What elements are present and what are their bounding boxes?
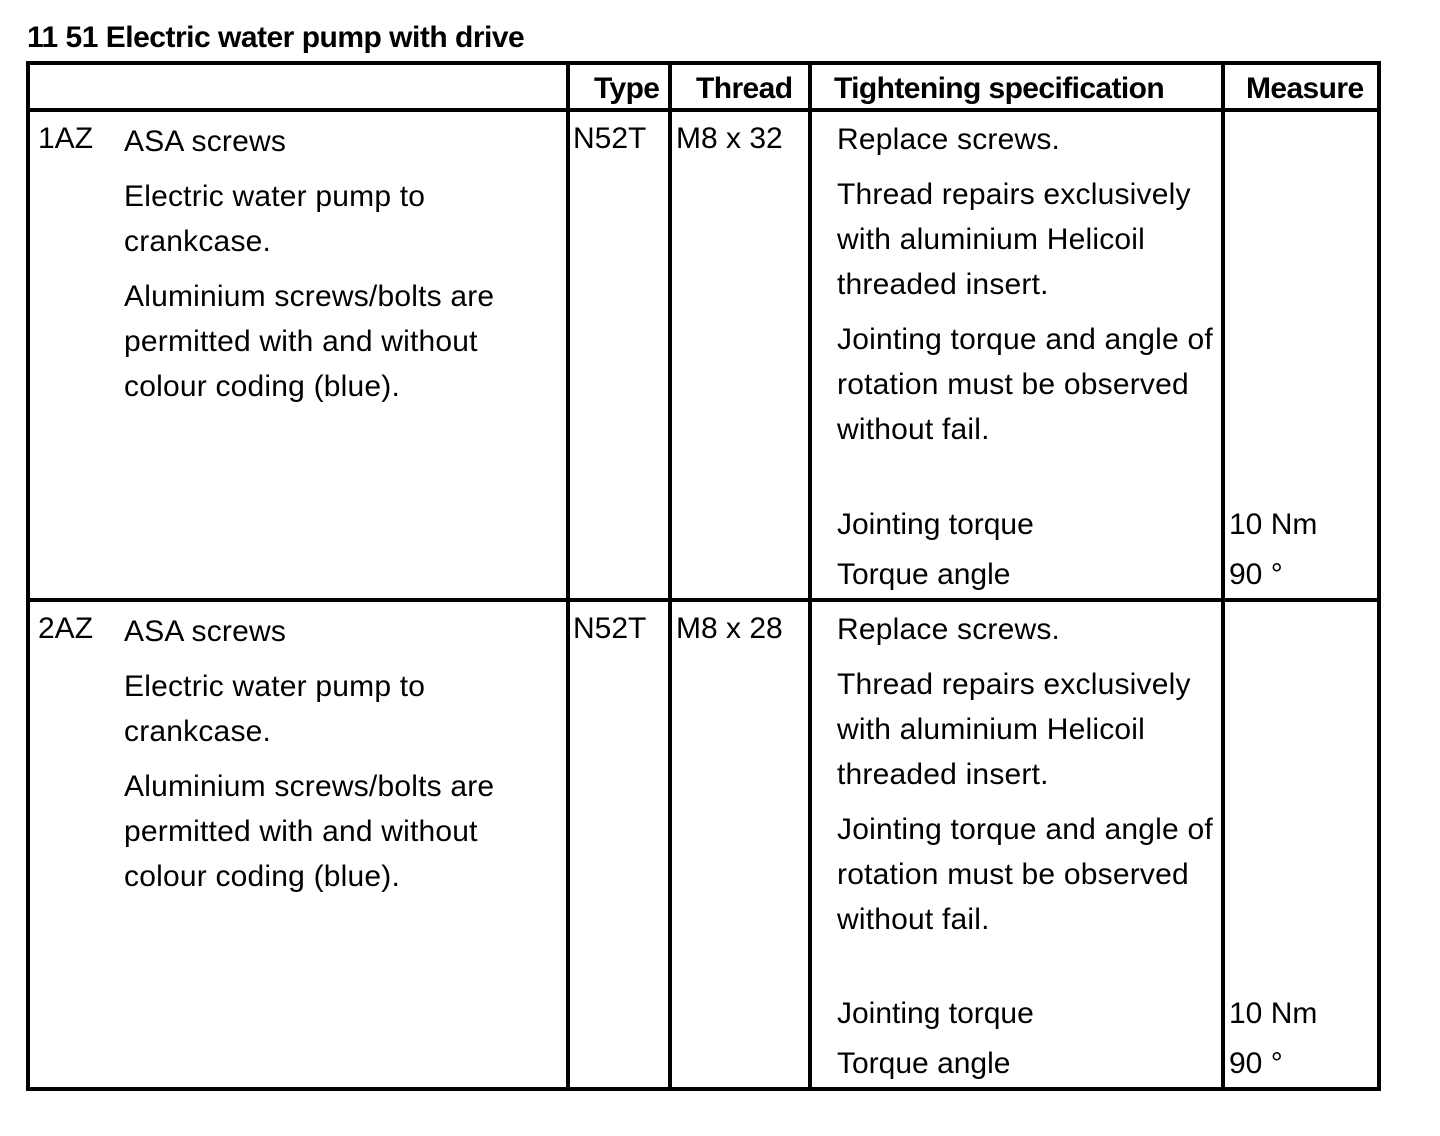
spec-observe: Jointing torque and angle of rotation must be observed without fail.	[837, 323, 1213, 446]
row-thread: M8 x 28	[676, 612, 783, 645]
item-name: ASA screws	[124, 615, 287, 648]
column-divider-thread	[668, 61, 672, 1091]
row-type: N52T	[573, 122, 647, 155]
spec-observe: Jointing torque and angle of rotation must be observed without fail.	[837, 813, 1213, 936]
spec-jointing-torque-label: Jointing torque	[837, 508, 1034, 541]
row-thread: M8 x 32	[676, 122, 783, 155]
spec-torque-angle-label: Torque angle	[837, 558, 1011, 591]
row-type: N52T	[573, 612, 647, 645]
item-name: ASA screws	[124, 125, 287, 158]
page-title: 11 51 Electric water pump with drive	[27, 21, 525, 54]
spec-replace: Replace screws.	[837, 123, 1061, 156]
column-divider-measure	[1221, 61, 1225, 1091]
header-measure: Measure	[1246, 72, 1364, 105]
spec-jointing-torque-value: 10 Nm	[1229, 508, 1318, 541]
row-description	[124, 609, 554, 899]
row-description	[124, 119, 554, 409]
table-border-top	[26, 61, 1381, 65]
item-note: Aluminium screws/bolts are permitted with and without colour coding (blue).	[124, 770, 495, 893]
spec-jointing-torque-value: 10 Nm	[1229, 997, 1318, 1030]
column-divider-spec	[808, 61, 812, 1091]
spec-jointing-torque-label: Jointing torque	[837, 997, 1034, 1030]
spec-torque-angle-value: 90 °	[1229, 558, 1283, 591]
spec-replace: Replace screws.	[837, 613, 1061, 646]
torque-table	[26, 61, 1381, 1091]
row-id: 1AZ	[38, 122, 94, 155]
column-divider-type	[566, 61, 570, 1091]
spec-thread-repair: Thread repairs exclusively with aluminium Helicoil threaded insert.	[837, 178, 1191, 301]
header-thread: Thread	[696, 72, 793, 105]
item-location: Electric water pump to crankcase.	[124, 180, 426, 258]
spec-thread-repair: Thread repairs exclusively with aluminium Helicoil threaded insert.	[837, 668, 1191, 791]
row-divider	[26, 598, 1381, 602]
row-spec	[837, 607, 1217, 942]
row-spec	[837, 117, 1217, 452]
header-type: Type	[594, 72, 660, 105]
header-spec: Tightening specification	[834, 72, 1165, 105]
spec-torque-angle-label: Torque angle	[837, 1047, 1011, 1080]
item-note: Aluminium screws/bolts are permitted with and without colour coding (blue).	[124, 280, 495, 403]
spec-torque-angle-value: 90 °	[1229, 1047, 1283, 1080]
row-id: 2AZ	[38, 612, 94, 645]
table-border-left	[26, 61, 30, 1091]
table-border-right	[1377, 61, 1381, 1091]
table-border-bottom	[26, 1087, 1381, 1091]
item-location: Electric water pump to crankcase.	[124, 670, 426, 748]
